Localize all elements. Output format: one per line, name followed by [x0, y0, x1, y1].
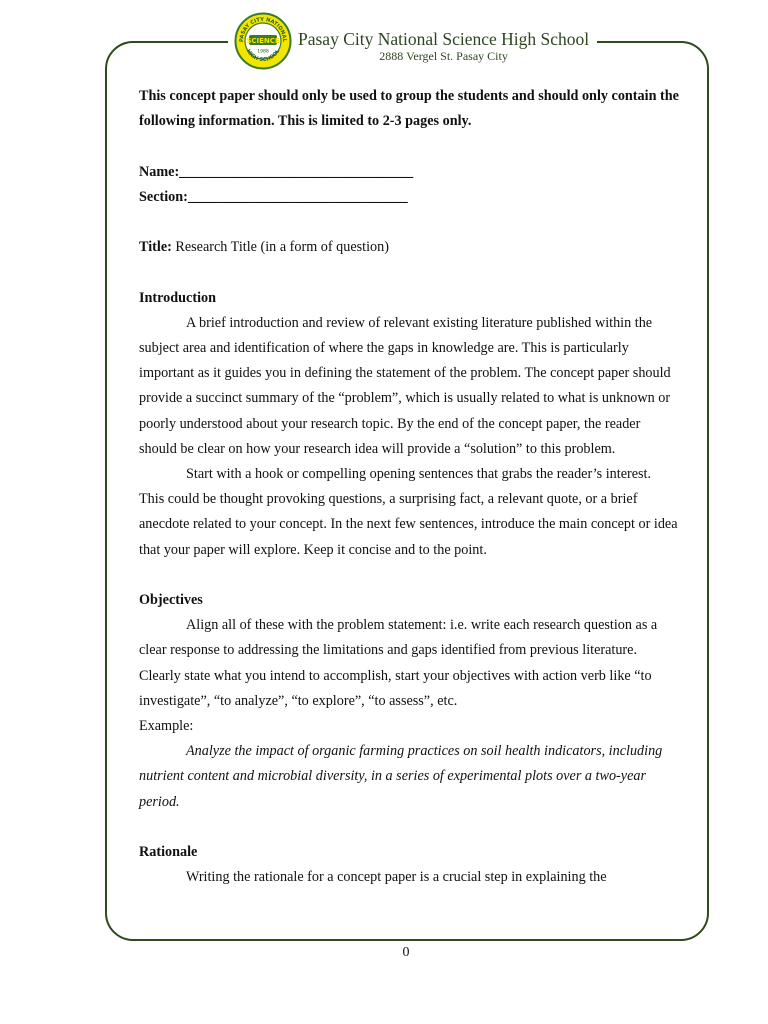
school-header — [228, 12, 597, 70]
spacer — [139, 563, 679, 588]
rationale-paragraph: Writing the rationale for a concept paper is a crucial step in explaining the — [186, 869, 607, 886]
seal-top-text: PASAY CITY NATIONAL — [238, 16, 288, 43]
title-value: Research Title (in a form of question) — [171, 239, 389, 256]
school-name: Pasay City National Science High School — [298, 29, 590, 49]
name-field: Name:_________________________________ — [139, 163, 414, 180]
spacer — [139, 134, 679, 159]
intro-note: This concept paper should only be used to group the students and should only contain the following information. This is limited to 2-3 pages only. — [139, 88, 679, 130]
objectives-paragraph: Align all of these with the problem statement: i.e. write each research question as a clear response to addressing the limitations and gaps identified from previous literature. Clearly state what you intend to accomplish, start your objectives with action verb like “to investigate”, “to analyze”, “to explore”, “to assess”, etc. — [139, 617, 658, 709]
school-info — [298, 29, 589, 63]
section-field: Section:_______________________________ — [139, 188, 408, 205]
school-seal-icon — [234, 12, 292, 70]
example-text: Analyze the impact of organic farming practices on soil health indicators, including nutrient content and microbial diversity, in a series of experimental plots over a two-year period. — [139, 743, 663, 810]
example-label: Example: — [139, 718, 194, 735]
document-body — [139, 84, 679, 890]
seal-bottom-text: HIGH SCHOOL — [244, 48, 282, 64]
school-address: 2888 Vergel St. Pasay City — [379, 49, 508, 63]
seal-center-text: SCIENCE — [246, 37, 280, 45]
spacer — [139, 260, 679, 285]
introduction-heading: Introduction — [139, 289, 216, 306]
title-line — [139, 235, 679, 260]
introduction-paragraph-1: A brief introduction and review of relevant existing literature published within the subject area and identification of where the gaps in knowledge are. This is particularly important as it guides you in defining the statement of the problem. The concept paper should provide a succinct summary of the “problem”, which is usually related to what is unknown or poorly understood about your research topic. By the end of the concept paper, the reader should be clear on how your research idea will provide a “solution” to this problem. — [139, 314, 671, 457]
spacer — [139, 210, 679, 235]
introduction-paragraph-2: Start with a hook or compelling opening sentences that grabs the reader’s interest. This could be thought provoking questions, a surprising fact, a relevant quote, or a brief anecdote related to your concept. In the next few sentences, introduce the main concept or idea that your paper will explore. Keep it concise and to the point. — [139, 466, 678, 558]
page-number: 0 — [402, 945, 410, 960]
rationale-heading: Rationale — [139, 844, 198, 861]
spacer — [139, 815, 679, 840]
title-label: Title: — [139, 239, 172, 256]
objectives-heading: Objectives — [139, 592, 203, 608]
seal-year-text: 1988 — [257, 49, 269, 55]
